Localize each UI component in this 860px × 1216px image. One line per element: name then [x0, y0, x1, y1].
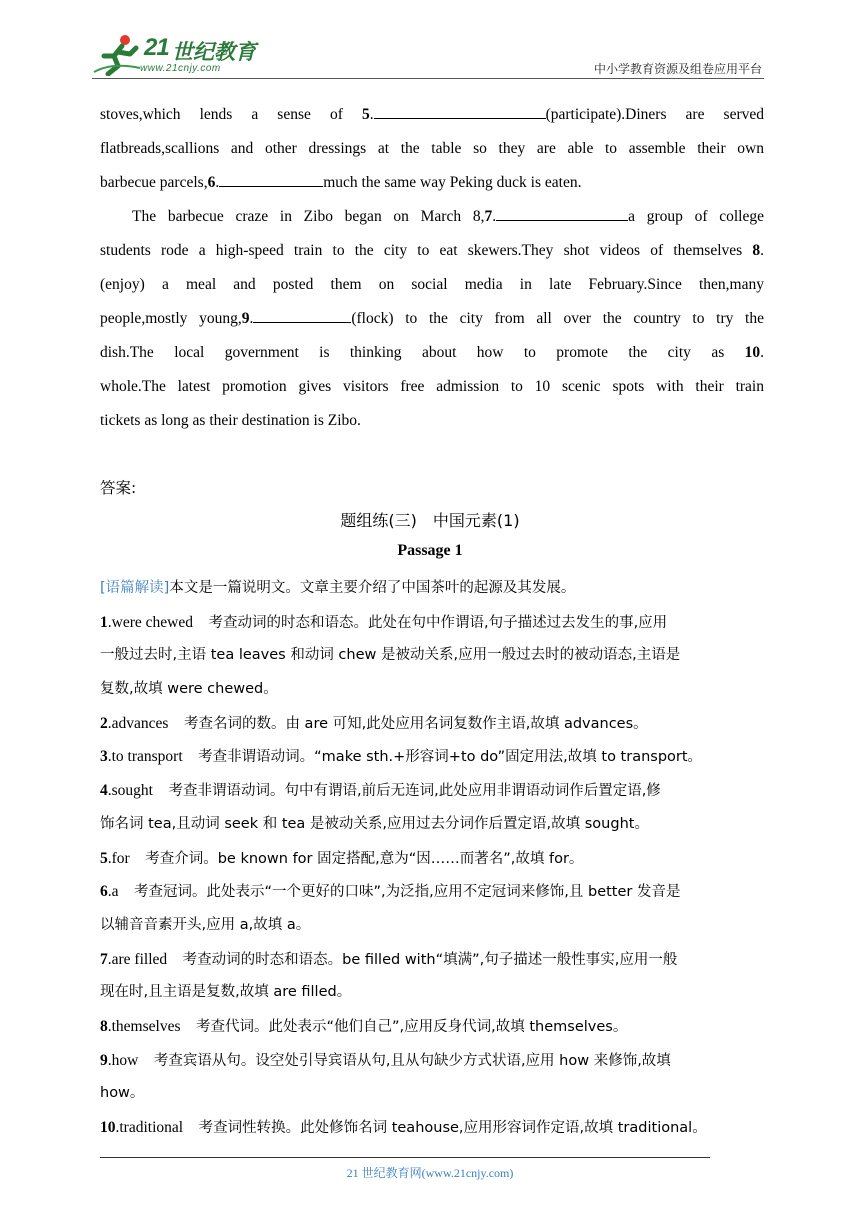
answer-item: 8.themselves 考查代词。此处表示“他们自己”,应用反身代词,故填 themselves。	[100, 1017, 628, 1035]
section-title: 题组练(三) 中国元素(1)	[340, 511, 520, 530]
blank-number: 5	[361, 106, 370, 123]
passage-line: people,mostly young,9. (flock) to the city from all over the country to try the	[100, 302, 764, 336]
runner-logo-icon	[92, 32, 144, 76]
answer-continuation: how。	[100, 1085, 145, 1102]
blank-number: 9	[241, 310, 250, 327]
answer-continuation: 一般过去时,主语 tea leaves 和动词 chew 是被动关系,应用一般过去时的被动语态,主语是	[100, 647, 681, 664]
platform-name: 中小学教育资源及组卷应用平台	[593, 62, 762, 76]
passage-line: students rode a high-speed train to the city to eat skewers.They shot videos of themselves 8.	[100, 242, 764, 259]
passage-paragraph-2	[100, 200, 764, 438]
answer-item: 1.were chewed 考查动词的时态和语态。此处在句中作谓语,句子描述过去发生的事,应用	[100, 613, 668, 631]
header-divider	[92, 78, 764, 79]
answer-label: 答案:	[100, 479, 137, 497]
answer-continuation: 复数,故填 were chewed。	[100, 681, 278, 698]
footer-divider	[100, 1157, 710, 1158]
passage-line: stoves,which lends a sense of 5. (participate).Diners are served	[100, 98, 764, 132]
passage-paragraph-1	[100, 98, 764, 200]
answer-continuation: 现在时,且主语是复数,故填 are filled。	[100, 984, 352, 1001]
site-logo[interactable]	[92, 30, 267, 78]
answer-blank[interactable]	[374, 102, 546, 119]
page-header	[92, 30, 764, 80]
summary-tag: [语篇解读]	[100, 580, 170, 596]
answer-item: 9.how 考查宾语从句。设空处引导宾语从句,且从句缺少方式状语,应用 how 来修饰,故填	[100, 1051, 671, 1069]
reading-summary: [语篇解读]本文是一篇说明文。文章主要介绍了中国茶叶的起源及其发展。	[100, 580, 576, 596]
passage-title: Passage 1	[397, 542, 463, 559]
passage-line: whole.The latest promotion gives visitors free admission to 10 scenic spots with their train	[100, 378, 764, 395]
passage-line: (enjoy) a meal and posted them on social media in late February.Since then,many	[100, 276, 764, 293]
logo-text: 世纪教育	[172, 40, 256, 64]
answer-blank[interactable]	[253, 306, 351, 323]
blank-number: 8	[752, 242, 761, 259]
answer-continuation: 饰名词 tea,且动词 seek 和 tea 是被动关系,应用过去分词作后置定语,故填 sought。	[100, 815, 649, 832]
blank-number: 7	[484, 208, 493, 225]
passage-line: flatbreads,scallions and other dressings at the table so they are able to assemble their own	[100, 140, 764, 157]
answer-item: 10.traditional 考查词性转换。此处修饰名词 teahouse,应用形容词作定语,故填 traditional。	[100, 1119, 707, 1136]
answer-item: 2.advances 考查名词的数。由 are 可知,此处应用名词复数作主语,故填 advances。	[100, 714, 648, 732]
passage-line: tickets as long as their destination is Zibo.	[100, 412, 361, 429]
answer-blank[interactable]	[496, 204, 628, 221]
answer-list	[100, 572, 764, 1145]
footer-link[interactable]: 21 世纪教育网(www.21cnjy.com)	[346, 1166, 514, 1180]
answer-continuation: 以辅音音素开头,应用 a,故填 a。	[100, 916, 311, 933]
blank-number: 6	[207, 174, 216, 191]
answer-item: 4.sought 考查非谓语动词。句中有谓语,前后无连词,此处应用非谓语动词作后置定语,修	[100, 782, 661, 800]
answer-item: 6.a 考查冠词。此处表示“一个更好的口味”,为泛指,应用不定冠词来修饰,且 better 发音是	[100, 883, 681, 901]
logo-number: 21	[144, 34, 169, 61]
answer-item: 3.to transport 考查非谓语动词。“make sth.+形容词+to do”固定用法,故填 to transport。	[100, 748, 703, 766]
passage-line: dish.The local government is thinking about how to promote the city as 10.	[100, 344, 764, 361]
logo-url: www.21cnjy.com	[140, 63, 221, 74]
answer-blank[interactable]	[219, 170, 323, 187]
passage-line: barbecue parcels,6. much the same way Peking duck is eaten.	[100, 166, 764, 200]
answer-item: 5.for 考查介词。be known for 固定搭配,意为“因……而著名”,故填 for。	[100, 849, 584, 867]
passage-line: The barbecue craze in Zibo began on March 8,7. a group of college	[100, 200, 764, 234]
answer-item: 7.are filled 考查动词的时态和语态。be filled with“填满”,句子描述一般性事实,应用一般	[100, 950, 678, 968]
blank-number: 10	[744, 344, 761, 361]
